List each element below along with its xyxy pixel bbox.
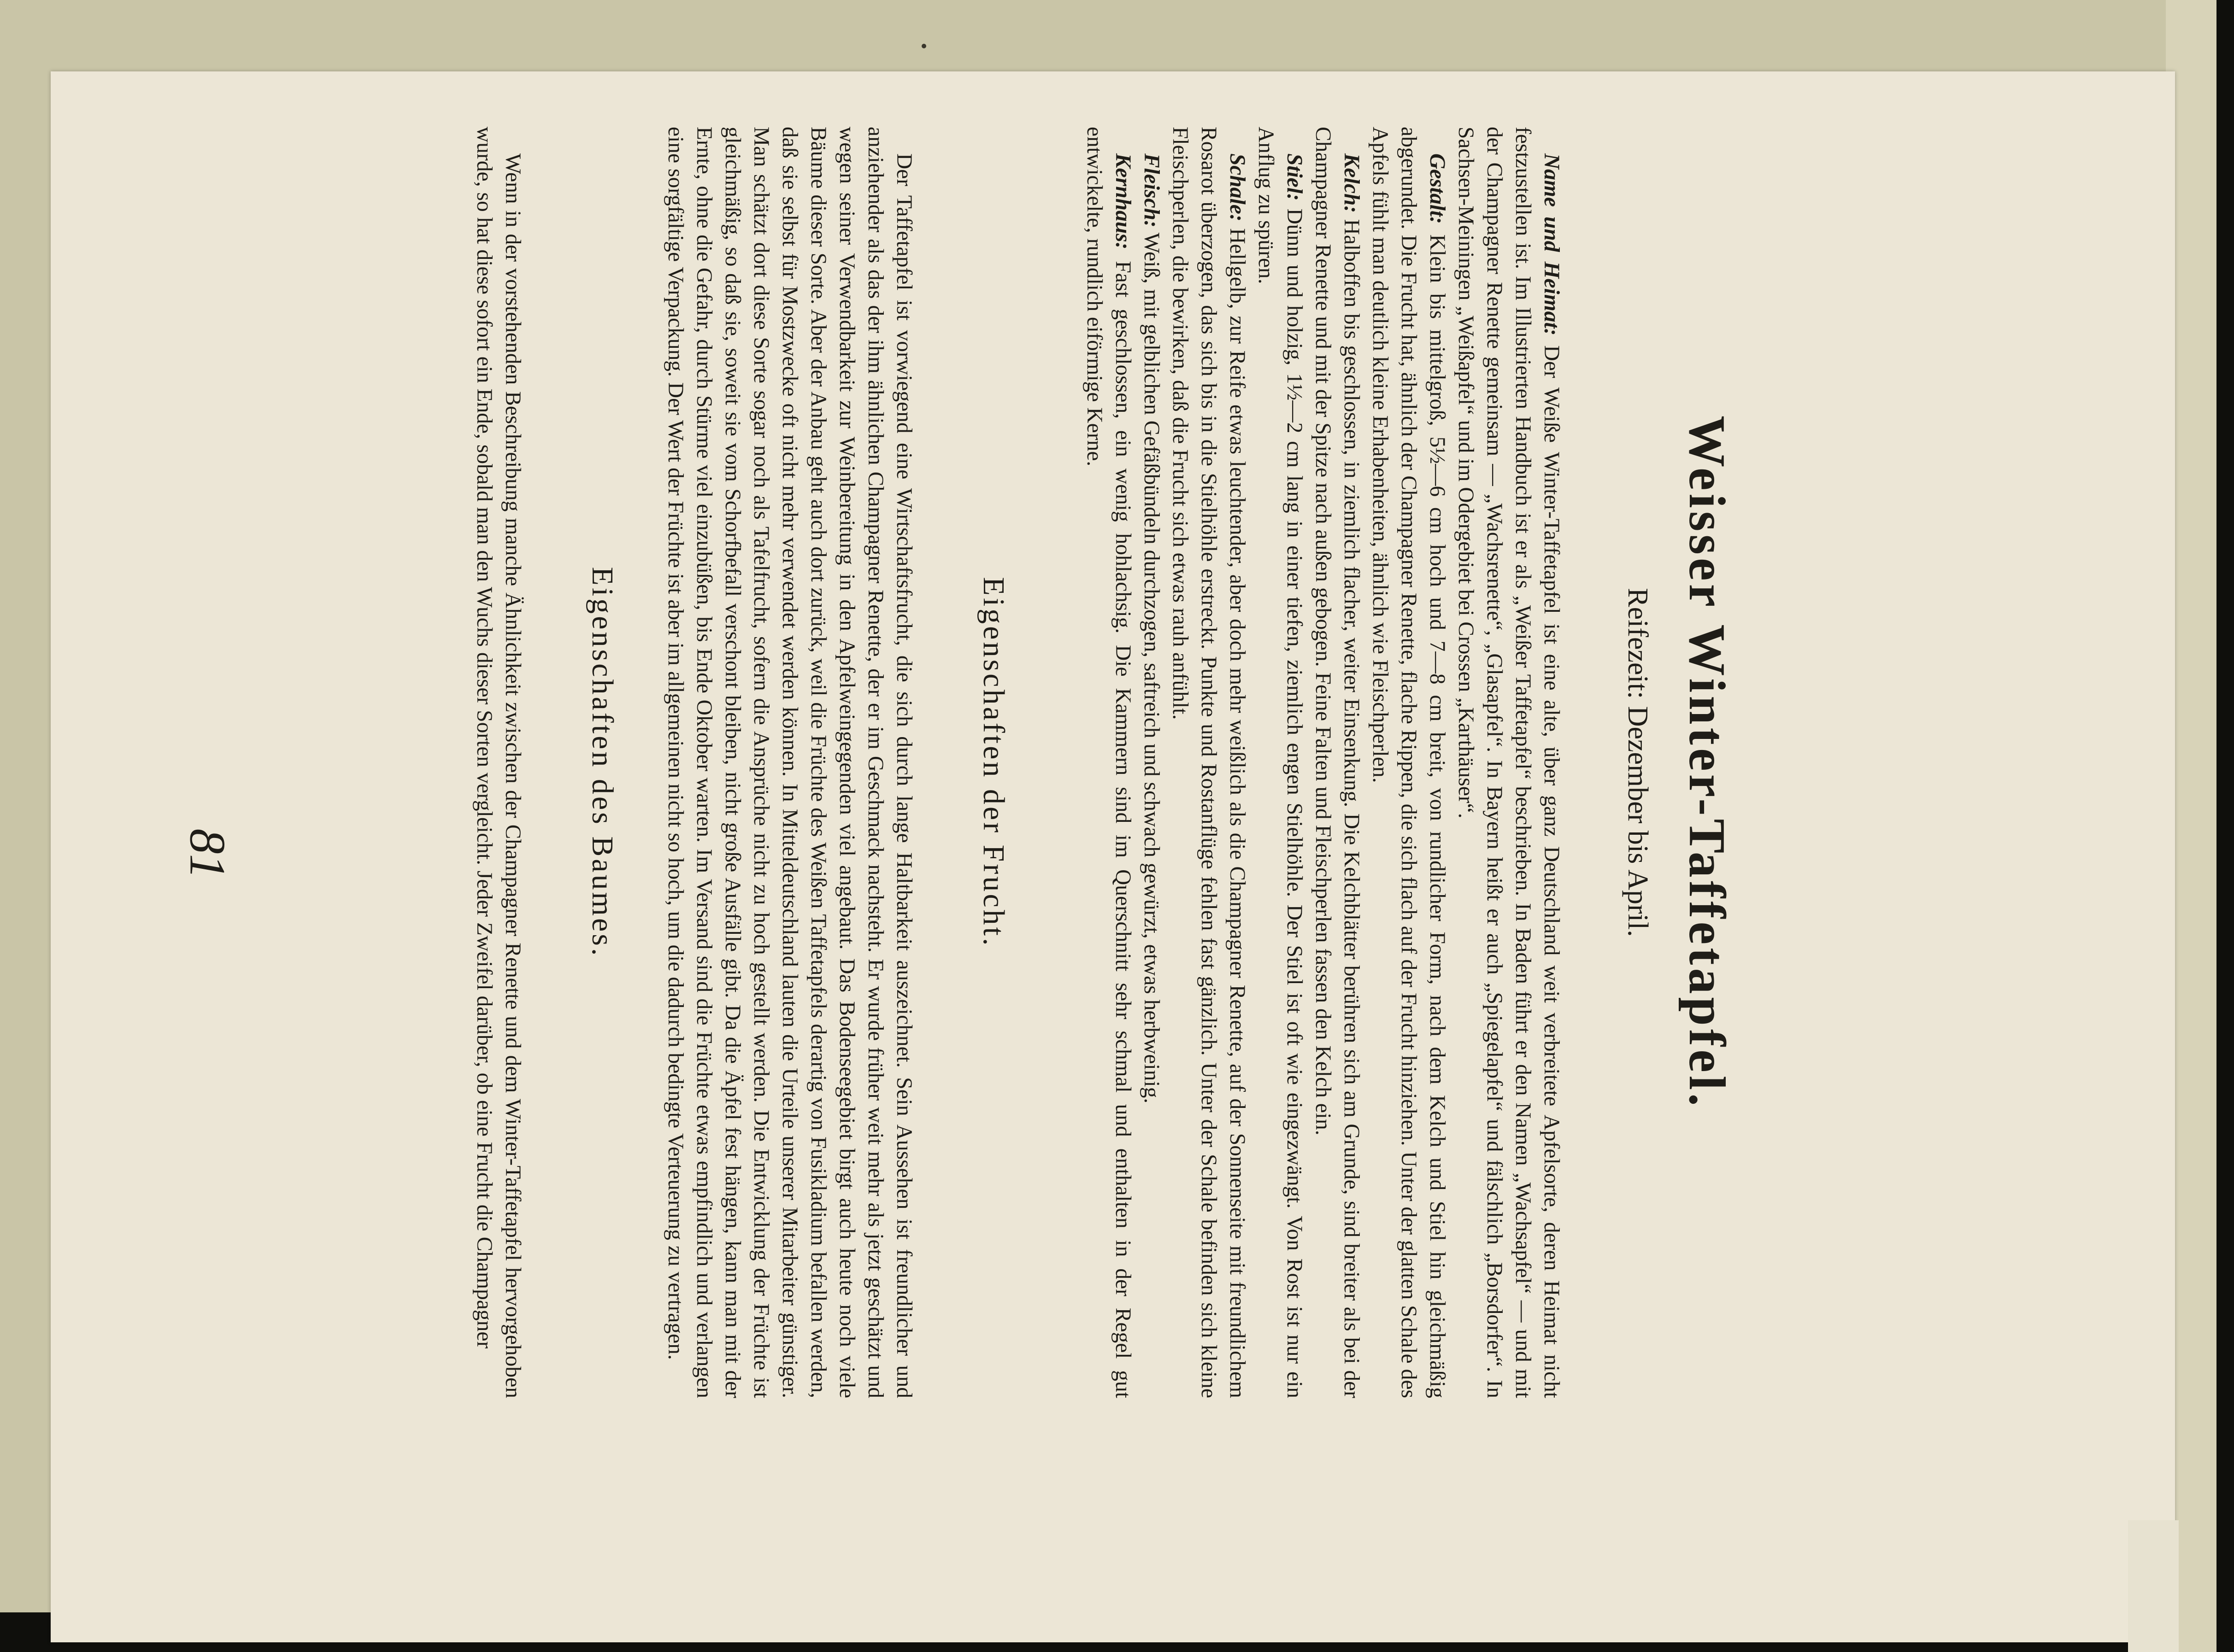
rotated-text-block: [327, 76, 1765, 1449]
text-kelch: Halboffen bis geschlossen, in ziemlich flacher, weiter Einsenkung. Die Kelchblätter berühren sich am Grunde, sind breiter als bei der Champagner Renette und mit der Spitze nach außen gebogen. Feine Falten und Fleischperlen fassen den Kelch ein.: [1311, 127, 1364, 1398]
section-text-baum: Wenn in der vorstehenden Beschreibung manche Ähnlichkeit zwischen der Champagner Renette und dem Winter-Taffetapfel hervorgehoben wurde, so hat diese sofort ein Ende, sobald man den Wuchs dieser Sorten vergleicht. Jeder Zweifel darüber, ob eine Frucht die Champagner: [472, 127, 525, 1398]
text-gestalt: Klein bis mittelgroß, 5½—6 cm hoch und 7—8 cm breit, von rundlicher Form, nach dem Kelch und Stiel hin gleichmäßig abgerundet. Die Frucht hat, ähnlich der Champagner Renette, flache Rippen, die sich flach auf der Frucht hinziehen. Unter der glatten Schale des Apfels fühlt man deutlich kleine Erhabenheiten, ähnlich wie Fleischperlen.: [1368, 127, 1449, 1398]
section-text-frucht: Der Taffetapfel ist vorwiegend eine Wirtschaftsfrucht, die sich durch lange Haltbarkeit auszeichnet. Sein Aussehen ist freundlicher und anziehender als das der ihm ähnlichen Champagner Renette, der er im Geschmack nachsteht. Er wurde früher weit mehr als jetzt geschätzt und wegen seiner Verwendbarkeit zur Weinbereitung in den Apfelweingegenden viel angebaut. Das Bodenseegebiet birgt auch heute noch viele Bäume dieser Sorte. Aber der Anbau geht auch dort zurück, weil die Früchte des Weißen Taffetapfels derartig von Fusikladium befallen werden, daß sie selbst für Mostzwecke oft nicht mehr verwendet werden können. In Mitteldeutschland lauten die Urteile unserer Mitarbeiter günstiger. Man schätzt dort diese Sorte sogar noch als Tafelfrucht, sofern die Ansprüche nicht zu hoch gestellt werden. Die Entwicklung der Früchte ist gleichmäßig, so daß sie, soweit sie vom Schorfbefall verschont bleiben, nicht große Ausfälle gibt. Da die Äpfel fest hängen, kann man mit der Ernte, ohne die Gefahr, durch Stürme viel einzubüßen, bis Ende Oktober warten. Im Versand sind die Früchte etwas empfindlich und verlangen eine sorgfältige Verpackung. Der Wert der Früchte ist aber im allgemeinen nicht so hoch, um die dadurch bedingte Verteuerung zu vertragen.: [664, 127, 916, 1398]
paragraph-name-heimat: [1452, 127, 1566, 1398]
page-content: [299, 76, 1736, 1449]
section-heading-frucht: Eigenschaften der Frucht.: [977, 577, 1011, 948]
term-kernhaus: Kernhaus:: [1111, 153, 1135, 250]
term-fleisch: Fleisch:: [1140, 153, 1164, 228]
text-stiel: Dünn und holzig, 1½—2 cm lang in einer tiefen, ziemlich engen Stielhöhle. Der Stiel ist oft wie eingezwängt. Von Rost ist nur ein Anflug zu spüren.: [1254, 127, 1306, 1398]
paragraph-kelch: [1309, 127, 1366, 1398]
text-name-heimat: Der Weiße Winter-Taffetapfel ist eine alte, über ganz Deutschland weit verbreitete Apfelsorte, deren Heimat nicht festzustellen ist. Im Illustrierten Handbuch ist er als „Weißer Taffetapfel“ beschrieben. In Baden führt er den Namen „Wachsapfel“ — und mit der Champagner Renette gemeinsam — „Wachsrenette“, „Glasapfel“. In Bayern heißt er auch „Spiegelapfel“ und fälschlich „Borsdorfer“. In Sachsen-Meiningen „Weißapfel“ und im Odergebiet bei Crossen „Karthäuser“.: [1454, 127, 1564, 1399]
paragraph-schale: [1166, 127, 1252, 1398]
term-schale: Schale:: [1225, 153, 1249, 222]
text-schale: Hellgelb, zur Reife etwas leuchtender, aber doch mehr weißlich als die Champagner Renette, auf der Sonnenseite mit freundlichem Rosarot überzogen, das sich bis in die Stielhöhle erstreckt. Punkte und Rostanflüge fehlen fast gänzlich. Unter der Schale befinden sich kleine Fleischperlen, die bewirken, daß die Frucht sich etwas rauh anfühlt.: [1168, 127, 1249, 1398]
ripening-time: Reifezeit: Dezember bis April.: [1622, 588, 1653, 937]
page-corner: [2128, 1520, 2179, 1652]
text-fleisch: Weiß, mit gelblichen Gefäßbündeln durchzogen, saftreich und schwach gewürzt, etwas herbweinig.: [1140, 227, 1164, 1104]
paragraph-kernhaus: [1080, 127, 1137, 1398]
term-stiel: Stiel:: [1282, 153, 1306, 201]
text-kernhaus: Fast geschlossen, ein wenig hohlachsig. Die Kammern sind im Querschnitt sehr schmal und enthalten in der Regel gut entwickelte, rundlich eiförmige Kerne.: [1082, 127, 1135, 1398]
term-kelch: Kelch:: [1340, 153, 1364, 213]
paragraph-fleisch: [1137, 127, 1166, 1398]
term-name-heimat: Name und Heimat:: [1540, 153, 1564, 336]
page-number: 81: [179, 828, 236, 879]
paper-speck: [922, 44, 926, 48]
section-heading-baum: Eigenschaften des Baumes.: [586, 567, 619, 958]
term-gestalt: Gestalt:: [1425, 153, 1449, 224]
paragraph-stiel: [1252, 127, 1309, 1398]
paragraph-gestalt: [1366, 127, 1452, 1398]
page-title: Weisser Winter-Taffetapfel.: [1678, 416, 1735, 1109]
